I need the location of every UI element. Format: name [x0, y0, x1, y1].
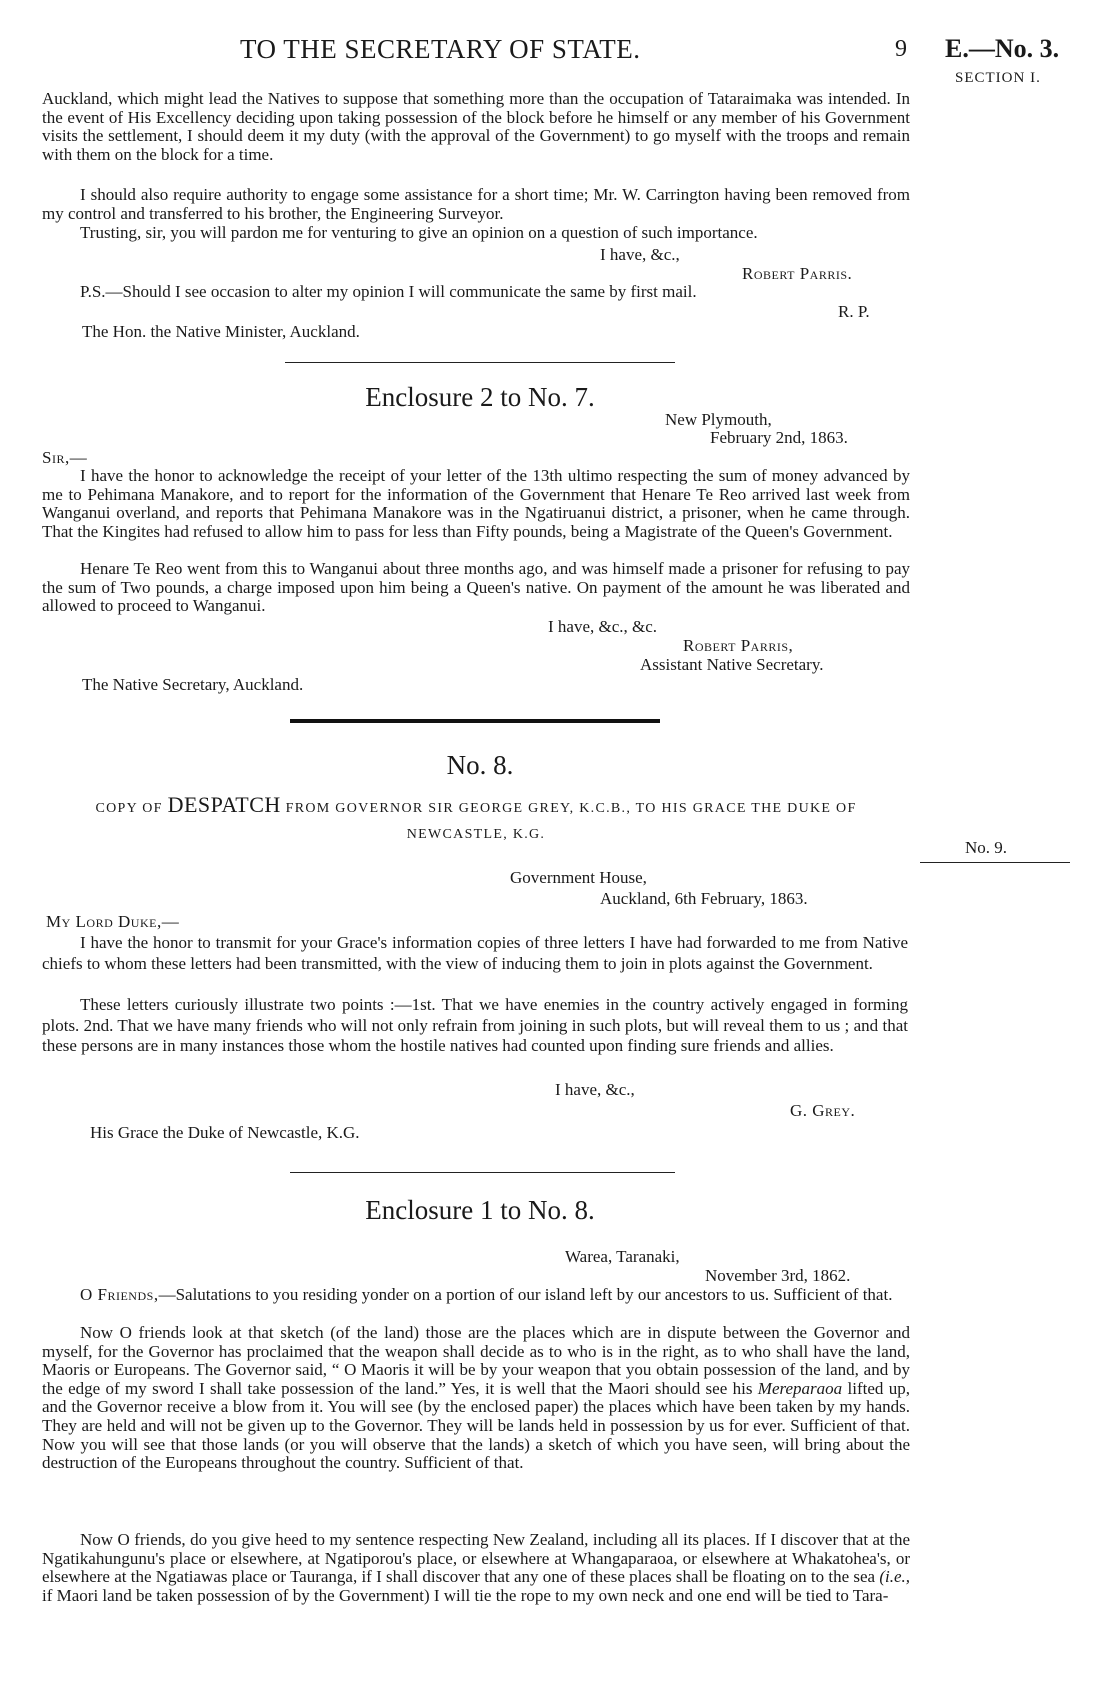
despatch-title-post: FROM GOVERNOR SIR GEORGE GREY, K.C.B., TO HIS GRACE THE DUKE OF	[285, 801, 857, 816]
enclosure-2-signature: Robert Parris,	[683, 636, 794, 655]
enclosure-1-place: Warea, Taranaki,	[565, 1247, 680, 1266]
enclosure-2-date: February 2nd, 1863.	[710, 428, 848, 447]
enclosure-1-para-2-b: lifted up, and the Governor receive a blow from it. You will see (by the enclosed paper) the places which have been taken by my hands. They are held and will not be given up to the Governor. They will be lands held in possession by us for ever. Sufficient of that. Now you will see that those lands (or you will observe that the lands) a sketch of which you have seen, will bring about the destruction of the Europeans throughout the country. Sufficient of that.	[42, 1378, 910, 1473]
no-8-closing: I have, &c.,	[555, 1080, 635, 1099]
paper-reference: E.—No. 3.	[945, 34, 1060, 63]
enclosure-1-para-2-a: Now O friends look at that sketch (of the land) those are the places which are in dispute between the Governor and myself, for the Governor has proclaimed that the weapon shall decide as to who is in the right, as to who shall have the land, Maoris or Europeans. The Governor said, “ O Maoris it will be by your weapon that you obtain possession of the land, and by the edge of my sword I shall take possession of the land.” Yes, it is well that the Maori should see his	[42, 1323, 910, 1398]
despatch-title-word: DESPATCH	[167, 792, 281, 817]
enclosure-1-para-2	[42, 1324, 910, 1473]
enclosure-1-para-3	[42, 1531, 910, 1605]
prev-letter-para-1: Auckland, which might lead the Natives to suppose that something more than the occupation of Tataraimaka was intended. In the event of His Excellency deciding upon taking possession of the block before he himself or any member of his Government visits the settlement, I should deem it my duty (with the approval of the Government) to go myself with the troops and remain with them on the block for a time.	[42, 89, 910, 164]
running-title: TO THE SECRETARY OF STATE.	[240, 34, 641, 64]
enclosure-1-para-2-italic: Mereparaoa	[757, 1378, 843, 1398]
margin-despatch-number: No. 9.	[965, 838, 1008, 857]
enclosure-1-salutation: O Friends,	[80, 1285, 159, 1304]
no-8-salutation: My Lord Duke,—	[46, 912, 180, 931]
no-8-place: Government House,	[510, 868, 647, 887]
divider	[285, 362, 675, 363]
no-8-para-2: These letters curiously illustrate two points :—1st. That we have enemies in the country actively engaged in forming plots. 2nd. That we have many friends who will not only refrain from joining in such plots, but will reveal them to us ; and that these persons are in many instances those whom the hostile natives had counted upon finding sure friends and allies.	[42, 995, 908, 1055]
no-8-para-1: I have the honor to transmit for your Grace's information copies of three letters I have had forwarded to me from Native chiefs to whom these letters had been transmitted, with the view of inducing them to join in plots against the Government.	[42, 933, 908, 973]
enclosure-2-para-2: Henare Te Reo went from this to Wanganui about three months ago, and was himself made a prisoner for refusing to pay the sum of Two pounds, a charge imposed upon him being a Queen's native. On payment of the amount he was liberated and allowed to proceed to Wanganui.	[42, 559, 910, 616]
despatch-title-pre: COPY OF	[95, 801, 163, 816]
prev-letter-postscript: P.S.—Should I see occasion to alter my opinion I will communicate the same by first mail.	[80, 282, 697, 301]
margin-rule	[920, 862, 1070, 863]
no-8-heading: No. 8.	[446, 750, 514, 780]
enclosure-2-addressee: The Native Secretary, Auckland.	[82, 675, 304, 694]
section-divider	[290, 719, 660, 723]
enclosure-2-title: Assistant Native Secretary.	[640, 655, 824, 674]
prev-letter-closing: I have, &c.,	[600, 245, 680, 264]
enclosure-1-para-3-italic: (i.e.,	[879, 1567, 911, 1587]
enclosure-1-para-1	[42, 1286, 910, 1305]
enclosure-1-para-3-b: if Maori land be taken possession of by the Government) I will tie the rope to my own neck and one end will be tied to Tara-	[42, 1585, 889, 1605]
no-8-addressee: His Grace the Duke of Newcastle, K.G.	[90, 1123, 360, 1142]
prev-letter-para-2: I should also require authority to engage some assistance for a short time; Mr. W. Carrington having been removed from my control and transferred to his brother, the Engineering Surveyor.	[42, 185, 910, 223]
enclosure-1-para-3-a: Now O friends, do you give heed to my sentence respecting New Zealand, including all its places. If I discover that at the Ngatikahungunu's place or elsewhere, at Ngatiporou's place, or elsewhere at Whangaparaoa, or elsewhere at Whakatohea's, or elsewhere at the Ngatiawas place or Tauranga, if I shall discover that any one of these places shall be floating on to the sea	[42, 1530, 910, 1587]
prev-letter-signature: Robert Parris.	[742, 264, 853, 283]
no-8-date: Auckland, 6th February, 1863.	[600, 889, 808, 908]
page-number: 9	[895, 36, 907, 62]
enclosure-2-closing: I have, &c., &c.	[548, 617, 658, 636]
prev-letter-para-3: Trusting, sir, you will pardon me for venturing to give an opinion on a question of such importance.	[80, 223, 758, 242]
despatch-title-line-2: NEWCASTLE, K.G.	[406, 827, 546, 842]
prev-letter-addressee: The Hon. the Native Minister, Auckland.	[82, 322, 360, 341]
enclosure-1-heading: Enclosure 1 to No. 8.	[365, 1195, 595, 1225]
enclosure-1-para-1-text: —Salutations to you residing yonder on a portion of our island left by our ancestors to us. Sufficient of that.	[158, 1285, 893, 1304]
enclosure-2-salutation: Sir,—	[42, 448, 88, 467]
enclosure-1-date: November 3rd, 1862.	[705, 1266, 851, 1285]
divider	[290, 1172, 675, 1173]
enclosure-2-heading: Enclosure 2 to No. 7.	[365, 382, 595, 412]
no-8-signature: G. Grey.	[790, 1101, 856, 1120]
enclosure-2-para-1: I have the honor to acknowledge the receipt of your letter of the 13th ultimo respecting the sum of money advanced by me to Pehimana Manakore, and to report for the information of the Government that Henare Te Reo arrived last week from Wanganui overland, and reports that Pehimana Manakore was in the Ngatiruanui district, a prisoner, when he came through. That the Kingites had refused to allow him to pass for less than Fifty pounds, being a Magistrate of the Queen's Government.	[42, 466, 910, 541]
despatch-title	[42, 792, 910, 848]
enclosure-2-place: New Plymouth,	[665, 410, 772, 429]
prev-letter-ps-initials: R. P.	[838, 302, 870, 321]
section-label: SECTION I.	[955, 70, 1041, 86]
